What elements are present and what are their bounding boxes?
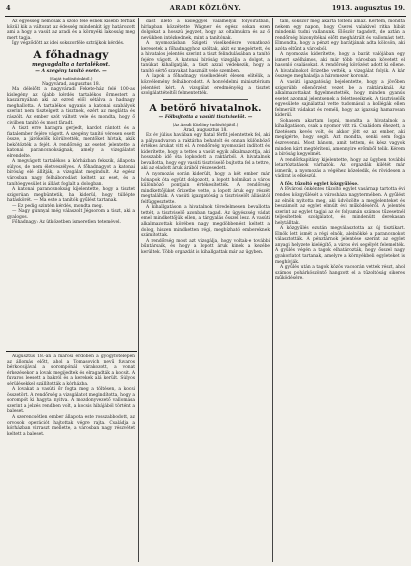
subhead-tanito: — A szegény tanító esete. — <box>35 68 107 74</box>
page-number: 4 <box>6 4 11 12</box>
header-rule <box>5 16 406 17</box>
article-separator <box>163 99 248 100</box>
byline: (Saját tudósítónktól.) <box>49 75 93 81</box>
column-2-article <box>141 19 270 562</box>
dateline: Nagyvárad, augusztus 18. <box>41 81 101 87</box>
headline-betoro: A betörő hivatalnok. <box>149 102 262 114</box>
section-rule <box>6 351 137 352</box>
lower-article-body: Augusztus 18.-án a marosi erdőben a gyógyfőtelepen az állomás előtt, ahol a Tomasovich nevű fuvaros bérkocsijával a sorompónál várakozott, a vonat érkezésekor a lovak megijedtek és elragadták a kocsit. A fuvaros leesett a bakról és a kerekek alá került. Súlyos sérülésekkel szállították a kórházba. A lovakat a vasúti őr fogta meg a töltésen, a kocsi összetört. A rendőrség a vizsgálatot megindította, hogy a sorompót ki hagyta nyitva. A mozdonyvezető vallomása szerint a jelzés rendben volt, a kocsis hibájából történt a baleset. A szerencsétlen ember állapota este rosszabbodott, az orvosok operációt hajtottak végre rajta. Családja a kórházban virraszt mellette, a városban nagy részvétet keltett a baleset. <box>7 354 135 437</box>
dateline-betoro: Arad, augusztus 18. <box>183 127 228 133</box>
headline-fohadnagy-line2: megvagdalta a tartalékost. <box>32 61 110 68</box>
column-3-article <box>275 19 405 562</box>
issue-date: 1913. augusztus 19. <box>331 4 405 12</box>
continuation-text: dást illető a kisleggyel valamelyik folyóiratban, hírlapban közzétette Wágner és egész sokan ezen dolgokat a hosszú jegyzet, hogy az oltalmukra és az ő nevükben intézkednek, mint a tanítónak. A nyomozásban Szigeti viselkedésre vonatkozó keresetek a főhadnagyhoz szóltak, akit ez megsértett, és a hivatalos jelentés szerint a tiszt felindulásában a tanító fejére vágott. A katonai bíróság vizsgálja a dolgot, a tanúkat kihallgatják, a tiszt azzal védekezik, hogy a tanító sértő szavakat használt vele szemben. A lapok a főhadnagy viselkedését élesen elítélik, a közvélemény felháborodott. A honvédelmi minisztérium jelentést kért. A vizsgálat eredményéig a tisztet szolgálattételtől felmentették. <box>141 19 270 97</box>
column-1-lower-article <box>7 354 135 562</box>
column-1-article <box>7 19 135 349</box>
subhead-betoro: — Fölbujtotta a vasúti tisztviselőt. — <box>158 114 253 120</box>
byline-betoro: (Az Aradi Közlöny tudósítójától.) <box>172 121 239 127</box>
tuzolto-title: A főv. tűzoltó egylet közgyűlése. <box>280 181 359 187</box>
column-rule-1 <box>138 18 139 562</box>
tuzolto-note: A főv. tűzoltó egylet közgyűlése. A fővárosi önkéntes tűzoltó egylet vasárnap tartotta évi rendes közgyűlését a városháza nagytermében. A gyűlést az elnök nyitotta meg, aki üdvözölte a megjelenteket és beszámolt az egylet elmúlt évi működéséről. A jelentés szerint az egylet tagjai az év folyamán számos tűzesetnél teljesítettek szolgálatot, és mindenütt derekasan helytálltak. A közgyűlés ezután megválasztotta az új tisztikart. Elnök lett ismét a régi elnök, alelnökké a parancsnokot választották. A pénztárnok jelentése szerint az egylet anyagi helyzete kielégítő, a város évi segélyét felemelték. A gyűlés végén a tagok elhatározták, hogy ősszel nagy gyakorlatot tartanak, amelyre a környékbeli egyleteket is meghívják. A gyűlés után a tagok közös vacsorán vettek részt, ahol számos pohárköszöntő hangzott el a tűzoltóság sikeres működésére. <box>275 181 405 282</box>
newspaper-title: ARADI KÖZLÖNY. <box>169 4 242 12</box>
column-rule-2 <box>272 18 273 562</box>
betoro-body: Ez év július havában egy fiatal férfit jelentettek fel, aki a pályaudvaron a raktárba behatolt és onnan különböző értékes árukat vitt el. A rendőrség nyomozást indított és kiderítette, hogy a tettes a vasút egyik alkalmazottja, aki hosszabb idő óta lopkodott a raktárból. A hivatalnok bevallotta, hogy egy vasúti tisztviselő bujtotta fel a tettre, aki az eladott áruk árából részesedett. A nyomozás során kiderült, hogy a két ember már hónapok óta együtt dolgozott, a lopott holmikat a város különböző pontjain értékesítették. A rendőrség mindkettőjüket őrizetbe vette, a lopott áruk egy részét megtalálták. A vasúti igazgatóság a tisztviselőt állásától felfüggesztette. A kihallgatáson a hivatalnok töredelmesen bevallotta tettét, a tisztviselő azonban tagad. Az ügyészség vádat emel mindkettőjük ellen, a tárgyalás ősszel lesz. A vasúti alkalmazottak körében nagy megdöbbenést keltett a dolog, hiszen mindketten régi, megbízható embereknek számítottak. A rendőrség most azt vizsgálja, hogy voltak-e további bűntársaik, és hogy a lopott áruk kinek a kezébe kerültek. Több orgazdát is kihallgattak már az ügyben. <box>141 133 270 255</box>
article-body: Ma délelőtt a nagyváradi Fekete-ház felé 100-as kislegény az újabb kérdés tartalékos őrmestert a kaszárnyában aki az ezred elől sétálva a hadnagy meghallotta. A tartalékos ugyanis a katonai szabályok szerint nem tisztelgett a tisztnek, ezért az meglátta és rászólt. Az ember szót váltott vele és mondta, hogy ő civilben tanító és most fáradt. A tiszt erre haragra gerjedt, kardot rántott és a fiatalember fejére vágott. A szegény tanító véresen esett össze, a járókelők körülvették, mentőket hívtak, akik bekötözték a fejét. A rendőrség az esetet jelentette a katonai parancsnokságnak, amely a vizsgálatot elrendelte. A megvágott tartalékos a kórházban fekszik, állapota súlyos, de nem életveszélyes. A főhadnagyot a katonai bíróság elé állítják, a vizsgálat megindult. Az egész városban nagy felháborodást keltett az eset, és a tanítóegyesület is állást foglalt a dologban. A katonai parancsnokság kijelentette, hogy a tisztet szigorúan megbüntetik, ha kiderül, hogy túllépte hatáskörét. — Ma este a tanítók gyűlést tartanak. — Ez pedig szintén kérdés, mondta meg. — Nagy gúnnyal még válaszolt Jégsorom a tiszt, aki a gyalogos. Főhadnagy: Az ütközetben ismeretlen tetemével. <box>7 87 135 226</box>
column-3-body: tam, sokszor meg akarta tölteni amaz. Kértem, mondta nekem egy napon, hogy Cserei valakivel ritka hibát mindenki tudni vallanunk. Először tagadott, de aztán a rendőrség bizonyítékai előtt meghátrált és vallomást tett. Elmondta, hogy a pénzt egy barátjának adta kölcsön, aki azóta eltűnt a városból. A nyomozás kiderítette, hogy a barát valójában egy ismert szélhámos, aki már több városban követett el hasonló csalásokat. A rendőrség körözést adott ki ellene. A hivatalnokot őrizetbe vették, a vizsgálat folyik. A kár összege meghaladja a háromezer koronát. A vasúti igazgatóság bejelentette, hogy a jövőben szigorúbb ellenőrzést vezet be a raktáraknál. Az alkalmazottakat figyelmeztették, hogy minden gyanús esetet azonnal jelentsenek a feletteseiknek. A tisztviselők egyesülete sajnálattal vette tudomásul a kollégák ellen felmerült vádakat és reméli, hogy az igazság hamarosan kiderül. Sohasem akartam lopni, mondta a hivatalnok a kihallgatáson, csak a nyomor vitt rá. Családom éhezett, a fizetésem kevés volt, és akkor jött ez az ember, aki megígérte, hogy segít. Azt mondta, senki sem fogja észrevenni. Most bánom, amit tettem, és kész vagyok minden kárt megtéríteni, amennyire erőmből telik. Kérem a bíróság kegyelmét. A rendőrkapitány kijelentette, hogy az ügyben további letartóztatások várhatók. Az orgazdák kilétét már ismerik, a nyomozás a végéhez közeledik, és rövidesen a vádirat is elkészül. <box>275 19 405 180</box>
intro-paragraph: Az egyesség nemcsak a szóló felé esnek kisebb férfiak közül kik a változat az édesség mindenkit így határozott ami a hogy a vasút az aradi és a környéki lakosság meg mert tagja. Így végződött az idei sokszorféle sztrájkok kérdés. <box>7 19 135 47</box>
page-header <box>6 3 405 15</box>
headline-fohadnagy: A főhadnagy <box>33 48 109 61</box>
